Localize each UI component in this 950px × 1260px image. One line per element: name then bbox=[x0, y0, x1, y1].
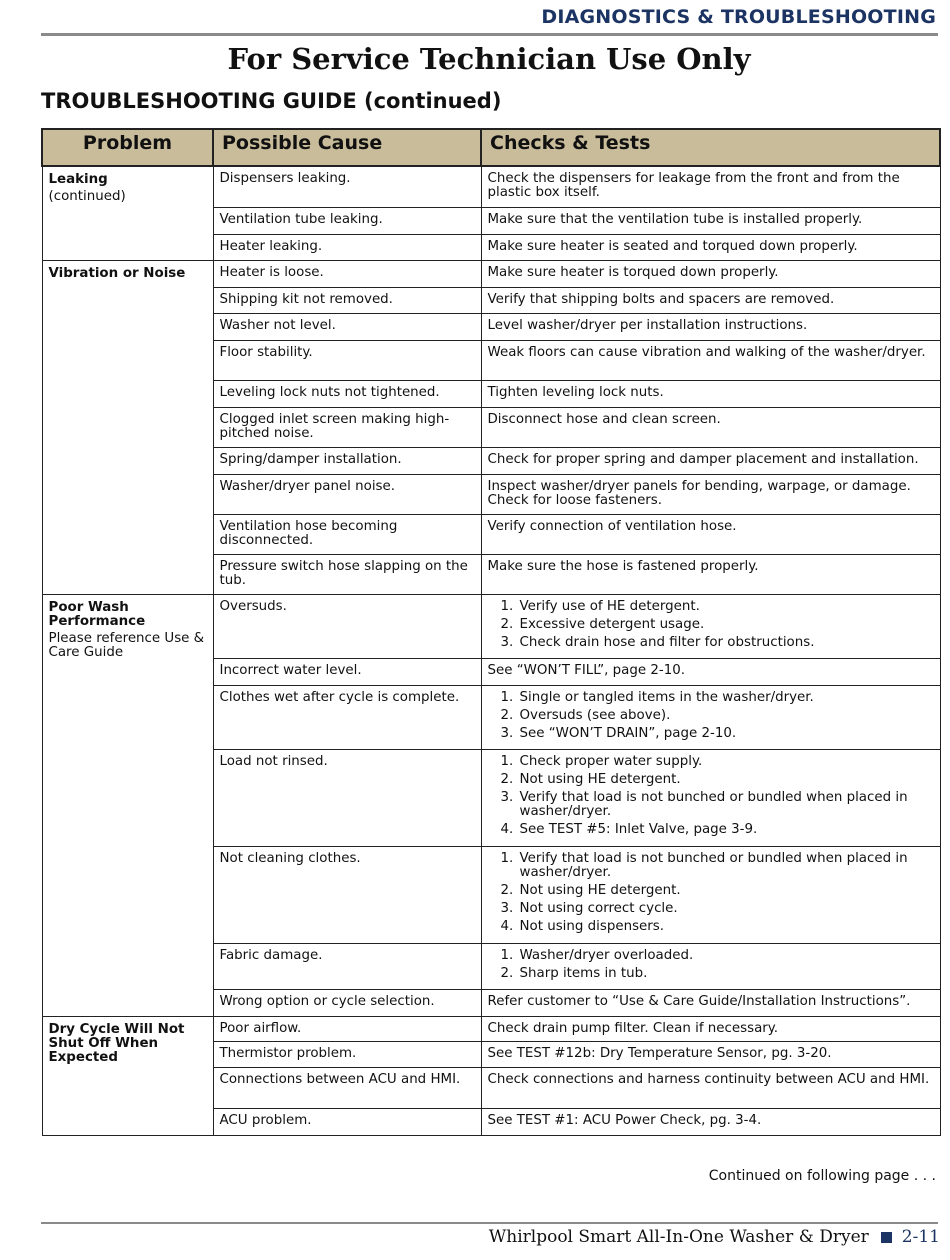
checks-list bbox=[488, 755, 934, 837]
checks-list bbox=[488, 600, 934, 650]
check-text: Check proper water supply. bbox=[519, 753, 703, 769]
checks-tests-cell bbox=[481, 1016, 940, 1041]
checks-tests-cell bbox=[481, 407, 940, 447]
table-row bbox=[42, 260, 940, 287]
checks-list bbox=[488, 949, 934, 981]
check-text: See TEST #5: Inlet Valve, page 3-9. bbox=[519, 821, 758, 837]
list-item: 2. Excessive detergent usage. bbox=[500, 616, 705, 632]
check-text: Make sure the hose is fastened properly. bbox=[487, 558, 759, 574]
check-text: Make sure heater is seated and torqued down properly. bbox=[487, 238, 858, 254]
possible-cause-cell: Heater is loose. bbox=[213, 260, 481, 287]
list-item: 2. Not using HE detergent. bbox=[500, 882, 681, 898]
checks-tests-cell bbox=[481, 989, 940, 1016]
list-item: 1. Verify use of HE detergent. bbox=[500, 598, 700, 614]
possible-cause-cell: Heater leaking. bbox=[213, 234, 481, 260]
possible-cause-cell: Leveling lock nuts not tightened. bbox=[213, 380, 481, 407]
page-footer bbox=[489, 1227, 940, 1247]
problem-title: Leaking bbox=[48, 172, 108, 187]
problem-cell bbox=[42, 260, 213, 594]
checks-tests-cell bbox=[481, 313, 940, 340]
problem-cell bbox=[42, 594, 213, 1016]
check-text: Refer customer to “Use & Care Guide/Installation Instructions”. bbox=[487, 993, 911, 1009]
problem-cell bbox=[42, 166, 213, 260]
table-header-row bbox=[42, 129, 940, 166]
check-text: Oversuds (see above). bbox=[519, 707, 671, 723]
possible-cause-cell: Floor stability. bbox=[213, 340, 481, 380]
checks-tests-cell bbox=[481, 685, 940, 749]
check-text: Not using HE detergent. bbox=[519, 771, 681, 787]
check-text: Tighten leveling lock nuts. bbox=[487, 384, 664, 400]
checks-tests-cell bbox=[481, 340, 940, 380]
column-header-problem: Problem bbox=[42, 129, 213, 166]
check-text: Make sure that the ventilation tube is installed properly. bbox=[487, 211, 863, 227]
footer-product: Whirlpool Smart All-In-One Washer & Dryer bbox=[488, 1227, 869, 1247]
checks-list bbox=[488, 691, 934, 741]
checks-tests-cell bbox=[481, 380, 940, 407]
check-text: Check connections and harness continuity between ACU and HMI. bbox=[487, 1071, 930, 1087]
possible-cause-cell: Fabric damage. bbox=[213, 943, 481, 989]
checks-tests-cell bbox=[481, 1067, 940, 1108]
square-bullet-icon bbox=[881, 1232, 892, 1243]
check-text: See TEST #12b: Dry Temperature Sensor, pg. 3-20. bbox=[487, 1045, 832, 1061]
check-text: Verify connection of ventilation hose. bbox=[487, 518, 737, 534]
page-title: For Service Technician Use Only bbox=[227, 42, 751, 76]
check-text: Check drain pump filter. Clean if necessary. bbox=[487, 1020, 779, 1036]
checks-tests-cell bbox=[481, 554, 940, 594]
checks-tests-cell bbox=[481, 474, 940, 514]
check-text: Sharp items in tub. bbox=[519, 965, 648, 981]
check-text: Verify that load is not bunched or bundled when placed in washer/dryer. bbox=[519, 850, 908, 880]
possible-cause-cell: Load not rinsed. bbox=[213, 749, 481, 846]
possible-cause-cell: Oversuds. bbox=[213, 594, 481, 658]
check-text: Verify that load is not bunched or bundled when placed in washer/dryer. bbox=[519, 789, 908, 819]
check-text: Verify use of HE detergent. bbox=[519, 598, 700, 614]
list-item: 4. See TEST #5: Inlet Valve, page 3-9. bbox=[500, 821, 758, 837]
checks-tests-cell bbox=[481, 749, 940, 846]
checks-tests-cell bbox=[481, 594, 940, 658]
check-text: See “WON’T FILL”, page 2-10. bbox=[487, 662, 686, 678]
column-header-checks-tests: Checks & Tests bbox=[481, 129, 940, 166]
problem-title: Vibration or Noise bbox=[48, 265, 186, 281]
list-item: 1. Verify that load is not bunched or bundled when placed in washer/dryer. bbox=[500, 850, 908, 880]
list-item: 2. Oversuds (see above). bbox=[500, 707, 671, 723]
checks-tests-cell bbox=[481, 447, 940, 474]
list-item: 2. Sharp items in tub. bbox=[500, 965, 648, 981]
possible-cause-cell: ACU problem. bbox=[213, 1108, 481, 1135]
list-item: 3. Check drain hose and filter for obstructions. bbox=[500, 634, 815, 650]
possible-cause-cell: Ventilation hose becoming disconnected. bbox=[213, 514, 481, 554]
checks-tests-cell bbox=[481, 658, 940, 685]
check-text: See TEST #1: ACU Power Check, pg. 3-4. bbox=[487, 1112, 762, 1128]
check-text: Check for proper spring and damper placement and installation. bbox=[487, 451, 919, 467]
check-text: Inspect washer/dryer panels for bending, warpage, or damage. Check for loose fasteners. bbox=[487, 478, 911, 508]
checks-tests-cell bbox=[481, 846, 940, 943]
possible-cause-cell: Dispensers leaking. bbox=[213, 166, 481, 207]
list-item: 1. Washer/dryer overloaded. bbox=[500, 947, 694, 963]
possible-cause-cell: Poor airflow. bbox=[213, 1016, 481, 1041]
check-text: Excessive detergent usage. bbox=[519, 616, 705, 632]
check-text: Washer/dryer overloaded. bbox=[519, 947, 694, 963]
possible-cause-cell: Clothes wet after cycle is complete. bbox=[213, 685, 481, 749]
checks-tests-cell bbox=[481, 287, 940, 313]
list-item: 1. Single or tangled items in the washer/dryer. bbox=[500, 689, 814, 705]
check-text: Single or tangled items in the washer/dryer. bbox=[519, 689, 814, 705]
checks-list bbox=[488, 852, 934, 934]
problem-title: Dry Cycle Will Not Shut Off When Expected bbox=[48, 1021, 185, 1065]
bottom-rule bbox=[41, 1222, 938, 1224]
checks-tests-cell bbox=[481, 260, 940, 287]
problem-note: (continued) bbox=[48, 189, 126, 204]
checks-tests-cell bbox=[481, 207, 940, 234]
check-text: Disconnect hose and clean screen. bbox=[487, 411, 721, 427]
problem-title: Poor Wash Performance bbox=[48, 599, 146, 629]
page-number: 2-11 bbox=[901, 1227, 940, 1247]
problem-cell bbox=[42, 1016, 213, 1135]
checks-tests-cell bbox=[481, 234, 940, 260]
continued-note: Continued on following page . . . bbox=[708, 1168, 936, 1184]
list-item: 1. Check proper water supply. bbox=[500, 753, 703, 769]
checks-tests-cell bbox=[481, 1041, 940, 1067]
check-text: Not using dispensers. bbox=[519, 918, 665, 934]
check-text: Check drain hose and filter for obstructions. bbox=[519, 634, 815, 650]
list-item: 3. See “WON’T DRAIN”, page 2-10. bbox=[500, 725, 737, 741]
check-text: See “WON’T DRAIN”, page 2-10. bbox=[519, 725, 737, 741]
guide-title: TROUBLESHOOTING GUIDE (continued) bbox=[41, 89, 502, 113]
possible-cause-cell: Thermistor problem. bbox=[213, 1041, 481, 1067]
troubleshooting-table bbox=[41, 128, 941, 1136]
checks-tests-cell bbox=[481, 1108, 940, 1135]
possible-cause-cell: Pressure switch hose slapping on the tub. bbox=[213, 554, 481, 594]
possible-cause-cell: Washer/dryer panel noise. bbox=[213, 474, 481, 514]
possible-cause-cell: Connections between ACU and HMI. bbox=[213, 1067, 481, 1108]
possible-cause-cell: Ventilation tube leaking. bbox=[213, 207, 481, 234]
check-text: Verify that shipping bolts and spacers are removed. bbox=[487, 291, 835, 307]
list-item: 3. Verify that load is not bunched or bundled when placed in washer/dryer. bbox=[500, 789, 908, 819]
check-text: Not using correct cycle. bbox=[519, 900, 678, 916]
checks-tests-cell bbox=[481, 166, 940, 207]
list-item: 2. Not using HE detergent. bbox=[500, 771, 681, 787]
possible-cause-cell: Wrong option or cycle selection. bbox=[213, 989, 481, 1016]
list-item: 4. Not using dispensers. bbox=[500, 918, 665, 934]
check-text: Check the dispensers for leakage from the front and from the plastic box itself. bbox=[487, 171, 900, 200]
check-text: Not using HE detergent. bbox=[519, 882, 681, 898]
list-item: 3. Not using correct cycle. bbox=[500, 900, 678, 916]
possible-cause-cell: Shipping kit not removed. bbox=[213, 287, 481, 313]
possible-cause-cell: Incorrect water level. bbox=[213, 658, 481, 685]
checks-tests-cell bbox=[481, 514, 940, 554]
check-text: Weak floors can cause vibration and walking of the washer/dryer. bbox=[487, 344, 926, 360]
problem-note: Please reference Use & Care Guide bbox=[48, 630, 205, 660]
table-row bbox=[42, 594, 940, 658]
possible-cause-cell: Washer not level. bbox=[213, 313, 481, 340]
column-header-possible-cause: Possible Cause bbox=[213, 129, 481, 166]
possible-cause-cell: Not cleaning clothes. bbox=[213, 846, 481, 943]
check-text: Level washer/dryer per installation instructions. bbox=[487, 317, 808, 333]
table-row bbox=[42, 166, 940, 207]
section-header: DIAGNOSTICS & TROUBLESHOOTING bbox=[541, 6, 936, 28]
checks-tests-cell bbox=[481, 943, 940, 989]
table-row bbox=[42, 1016, 940, 1041]
possible-cause-cell: Spring/damper installation. bbox=[213, 447, 481, 474]
check-text: Make sure heater is torqued down properly. bbox=[487, 264, 779, 280]
possible-cause-cell: Clogged inlet screen making high-pitched noise. bbox=[213, 407, 481, 447]
top-rule bbox=[41, 33, 938, 36]
